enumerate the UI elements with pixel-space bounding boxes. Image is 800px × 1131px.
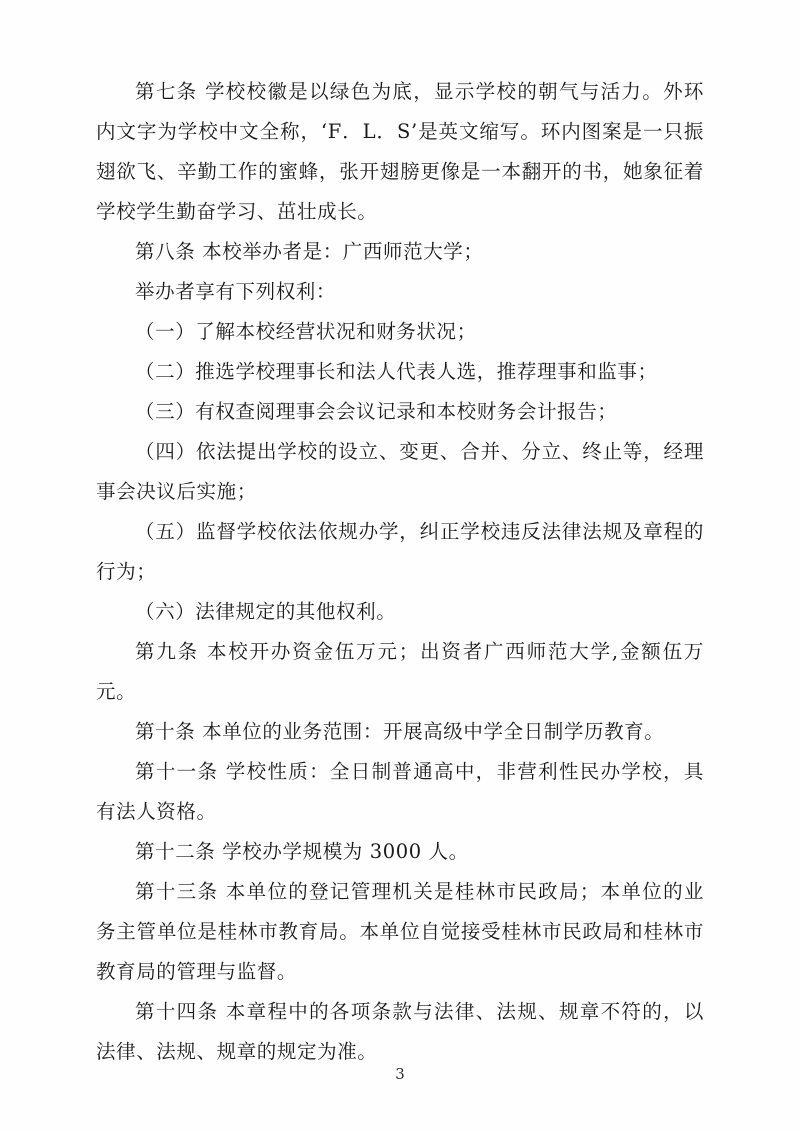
paragraph-founder-rights-intro: 举办者享有下列权利：	[135, 280, 337, 303]
document-body	[96, 72, 704, 1072]
paragraph-article-14: 第十四条 本章程中的各项条款与法律、法规、规章不符的，以法律、法规、规章的规定为准。	[96, 1000, 704, 1063]
paragraph-article-11: 第十一条 学校性质：全日制普通高中，非营利性民办学校，具有法人资格。	[96, 760, 704, 823]
paragraph-article-8: 第八条 本校举办者是：广西师范大学；	[135, 240, 484, 263]
paragraph-right-item-3: （三）有权查阅理事会会议记录和本校财务会计报告；	[135, 400, 618, 423]
paragraph-article-13: 第十三条 本单位的登记管理机关是桂林市民政局；本单位的业务主管单位是桂林市教育局。本单位自觉接受桂林市民政局和桂林市教育局的管理与监督。	[96, 880, 704, 983]
paragraph-right-item-2: （二）推选学校理事长和法人代表人选，推荐理事和监事；	[135, 360, 658, 383]
paragraph-right-item-5: （五）监督学校依法依规办学，纠正学校违反法律法规及章程的行为；	[96, 520, 704, 583]
paragraph-article-12: 第十二条 学校办学规模为 3000 人。	[135, 840, 469, 863]
paragraph-right-item-1: （一）了解本校经营状况和财务状况；	[135, 320, 477, 343]
paragraph-article-7: 第七条 学校校徽是以绿色为底，显示学校的朝气与活力。外环内文字为学校中文全称，‘F．L．S’是英文缩写。环内图案是一只振翅欲飞、辛勤工作的蜜蜂，张开翅膀更像是一本翻开的书，她象征着学校学生勤奋学习、茁壮成长。	[96, 80, 704, 223]
paragraph-article-9: 第九条 本校开办资金伍万元；出资者广西师范大学,金额伍万元。	[96, 640, 704, 703]
paragraph-right-item-4: （四）依法提出学校的设立、变更、合并、分立、终止等，经理事会决议后实施；	[96, 440, 704, 503]
paragraph-right-item-6: （六）法律规定的其他权利。	[135, 600, 397, 623]
page-number: 3	[395, 1065, 405, 1083]
paragraph-article-10: 第十条 本单位的业务范围：开展高级中学全日制学历教育。	[135, 720, 665, 743]
